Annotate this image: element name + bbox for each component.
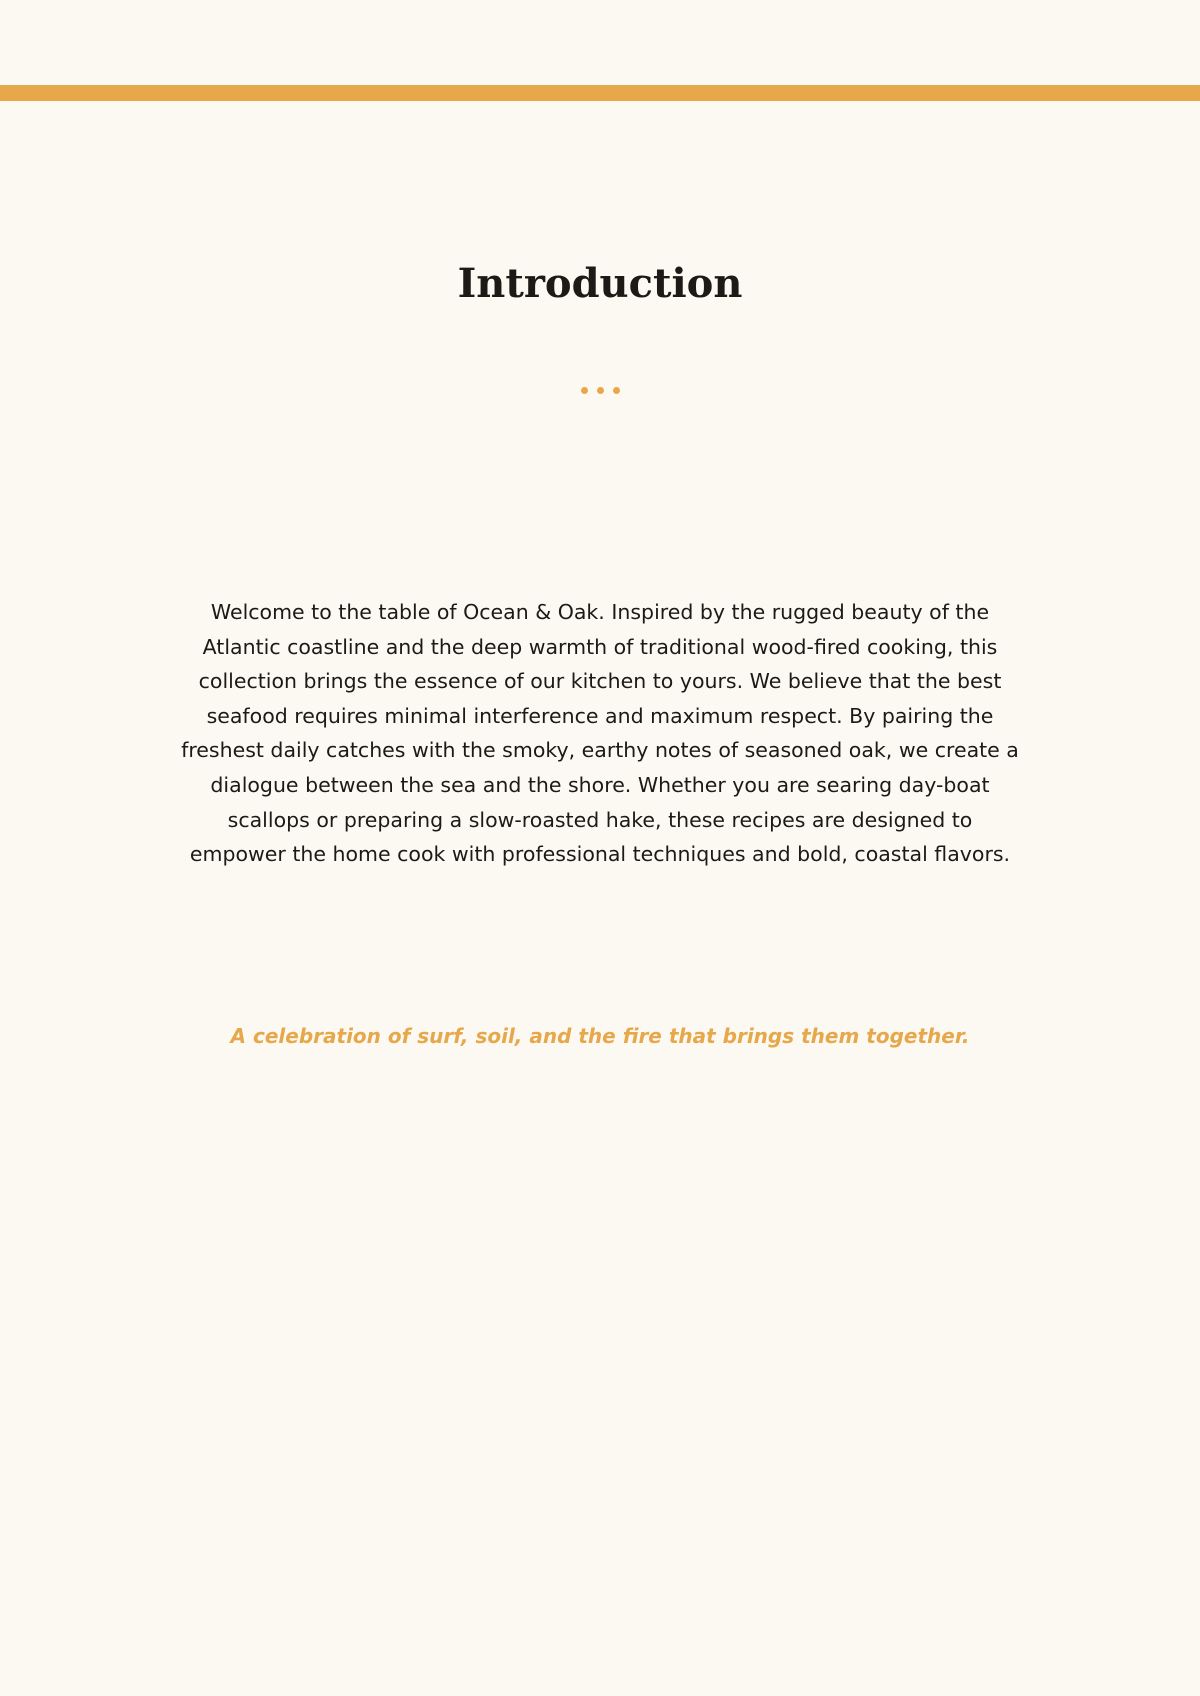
page-title: Introduction bbox=[457, 260, 743, 307]
tagline: A celebration of surf, soil, and the fire that brings them together. bbox=[230, 1024, 970, 1048]
divider-dot bbox=[581, 387, 588, 394]
introduction-paragraph: Welcome to the table of Ocean & Oak. Inspired by the rugged beauty of the Atlantic coastline and the deep warmth of traditional wood-fired cooking, this collection brings the essence of our kitchen to yours. We believe that the best seafood requires minimal interference and maximum respect. By pairing the freshest daily catches with the smoky, earthy notes of seasoned oak, we create a dialogue between the sea and the shore. Whether you are searing day-boat scallops or preparing a slow-roasted hake, these recipes are designed to empower the home cook with professional techniques and bold, coastal flavors. bbox=[181, 600, 1019, 867]
top-accent-band bbox=[0, 85, 1200, 101]
divider-dot bbox=[597, 387, 604, 394]
divider-dot bbox=[613, 387, 620, 394]
divider-dots-icon bbox=[0, 386, 1200, 396]
